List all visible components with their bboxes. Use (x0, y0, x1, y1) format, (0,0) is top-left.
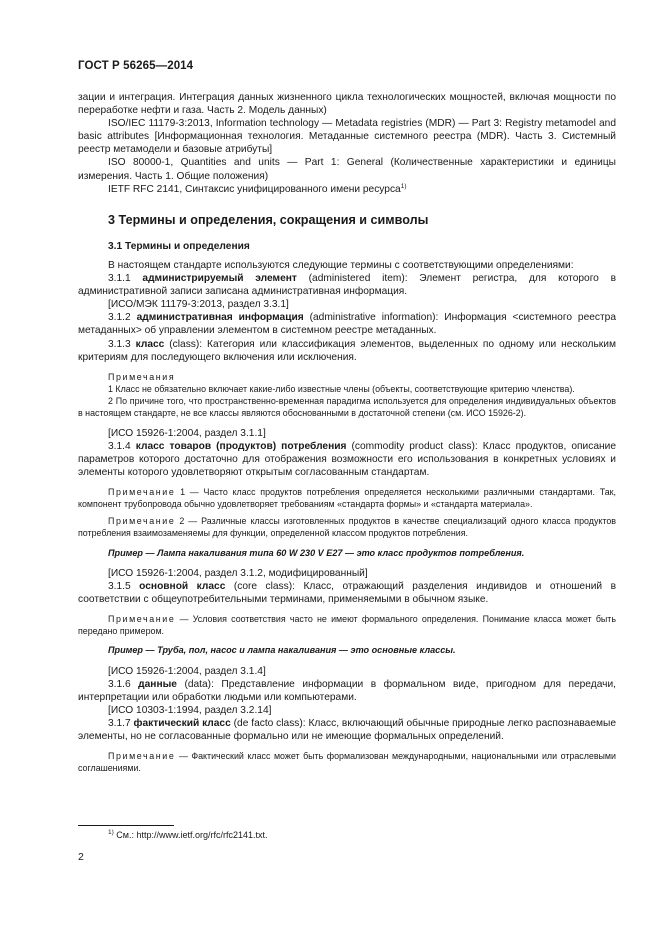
footnote-ref: 1) (400, 182, 407, 190)
note-label: Примечание (108, 516, 176, 527)
footnote (108, 830, 268, 840)
term-3-1-1 (78, 272, 616, 298)
ref-continuation: зации и интеграция. Интеграция данных жизненного цикла технологических мощностей, включая мощности по переработке нефти и газа. Часть 2. Модель данных) (78, 92, 616, 117)
note-3-1-7 (78, 750, 616, 774)
term-definition: (class): Категория или классификация элементов, выделенных по одному или нескольким критериям для последующего включения или исключения. (78, 338, 616, 363)
note-3-1-4-2 (78, 515, 616, 539)
term-name: администрируемый элемент (142, 273, 297, 285)
term-definition: (administered item): Элемент регистра, для которого в административной записи записана административная информация. (78, 273, 616, 298)
section-title: 3 Термины и определения, сокращения и символы (108, 212, 429, 227)
note-text: — Фактический класс может быть формализован международными, национальными или отраслевыми соглашениями. (78, 751, 616, 774)
term-name: класс товаров (продуктов) потребления (135, 440, 347, 452)
footnote-divider (78, 825, 174, 826)
term-number: 3.1.1 (108, 273, 131, 285)
note-3-1-5 (78, 613, 616, 637)
term-definition: (core class): Класс, отражающий разделения индивидов и отношений в соответствии с общеупотребительными терминами, применяемыми в обычном языке. (78, 580, 616, 605)
intro-paragraph: В настоящем стандарте используются следующие термины с соответствующими определениями: (108, 259, 574, 271)
subsection-title: 3.1 Термины и определения (108, 240, 250, 252)
source-3-1-6: [ИСО 10303-1:1994, раздел 3.2.14] (108, 704, 272, 716)
term-name: основной класс (139, 580, 226, 592)
document-header: ГОСТ Р 56265—2014 (78, 60, 194, 72)
term-3-1-2 (78, 311, 616, 337)
term-number: 3.1.7 (108, 717, 131, 729)
term-3-1-3 (78, 338, 616, 364)
ref-iso-11179: ISO/IEC 11179-3:2013, Information technology — Metadata registries (MDR) — Part 3: Registry metamodel and basic attributes [Информационная технология. Метаданные системного реестра (MDR). Часть 3. Системный реестр метамодели и базовые атрибуты] (78, 118, 616, 156)
ref-iso-80000: ISO 80000-1, Quantities and units — Part 1: General (Количественные характеристики и единицы измерения. Часть 1. Общие положения) (78, 157, 616, 182)
term-3-1-6 (78, 678, 616, 704)
page-number: 2 (78, 851, 84, 863)
term-number: 3.1.4 (108, 440, 131, 452)
note-text: 1 — Часто класс продуктов потребления определяется несколькими различными стандартами. Так, компонент трубопровода обычно удовлетворяет требованиям «стандарта формы» и «стандарта материала». (78, 486, 617, 510)
example-3-1-4: Пример — Лампа накаливания типа 60 W 230 V E27 — это класс продуктов потребления. (108, 547, 525, 558)
term-definition: (administrative information): Информация <системного реестра метаданных> об управлении элементом в системном реестре метаданных. (78, 312, 616, 337)
note-1: 1 Класс не обязательно включает какие-либо известные члены (объекты, соответствующие критерию членства). (108, 383, 575, 394)
note-label: Примечание (108, 614, 176, 625)
source-3-1-4: [ИСО 15926-1:2004, раздел 3.1.2, модифицированный] (108, 567, 368, 579)
term-number: 3.1.6 (108, 678, 131, 690)
source-3-1-5: [ИСО 15926-1:2004, раздел 3.1.4] (108, 665, 266, 677)
term-definition: (data): Представление информации в формальном виде, пригодном для передачи, интерпретации или обработки людьми или компьютерами. (78, 678, 616, 703)
note-2: 2 По причине того, что пространственно-временная парадигма используется для определения индивидуальных объектов в настоящем стандарте, не все классы являются обоснованными в достаточной степени (см. ИСО 15926-2). (78, 396, 616, 419)
ref-ietf-rfc (78, 183, 616, 196)
term-name: данные (138, 678, 177, 690)
term-3-1-7 (78, 717, 616, 743)
term-name: фактический класс (133, 717, 231, 729)
note-label: Примечание (108, 751, 176, 762)
example-3-1-5: Пример — Труба, пол, насос и лампа накаливания — это основные классы. (108, 645, 456, 656)
source-3-1-3: [ИСО 15926-1:2004, раздел 3.1.1] (108, 427, 266, 439)
footnote-text: См.: http://www.ietf.org/rfc/rfc2141.txt. (116, 830, 268, 840)
note-text: — Условия соответствия часто не имеют формального определения. Понимание класса может быть передано примером. (78, 614, 616, 637)
notes-label: Примечания (108, 371, 176, 382)
footnote-mark: 1) (108, 829, 114, 836)
source-3-1-1: [ИСО/МЭК 11179-3:2013, раздел 3.3.1] (108, 299, 289, 311)
term-definition: (de facto class): Класс, включающий обычные природные легко распознаваемые элементы, но не согласованные формально или не имеющие формальных определений. (78, 717, 616, 743)
term-definition: (commodity product class): Класс продуктов, описание параметров которого достаточно для отображения возможности его использования в конкретных условиях и элементы которого удовлетворяют открытым согласованным стандартам. (78, 440, 616, 478)
term-number: 3.1.3 (108, 338, 131, 350)
term-number: 3.1.2 (108, 312, 131, 324)
page-content (78, 91, 616, 775)
term-name: административная информация (136, 312, 304, 324)
ref-ietf-text: IETF RFC 2141, Синтаксис унифицированного имени ресурса (108, 183, 401, 195)
term-number: 3.1.5 (108, 580, 131, 592)
term-3-1-4 (78, 440, 616, 479)
note-text: 2 — Различные классы изготовленных продуктов в качестве специализаций одного класса продуктов потребления взаимозаменяемы для функции, определенной классом продуктов потребления. (78, 516, 616, 539)
note-label: Примечание (108, 486, 176, 497)
term-3-1-5 (78, 580, 616, 606)
term-name: класс (135, 338, 165, 350)
note-3-1-4-1 (78, 486, 616, 510)
